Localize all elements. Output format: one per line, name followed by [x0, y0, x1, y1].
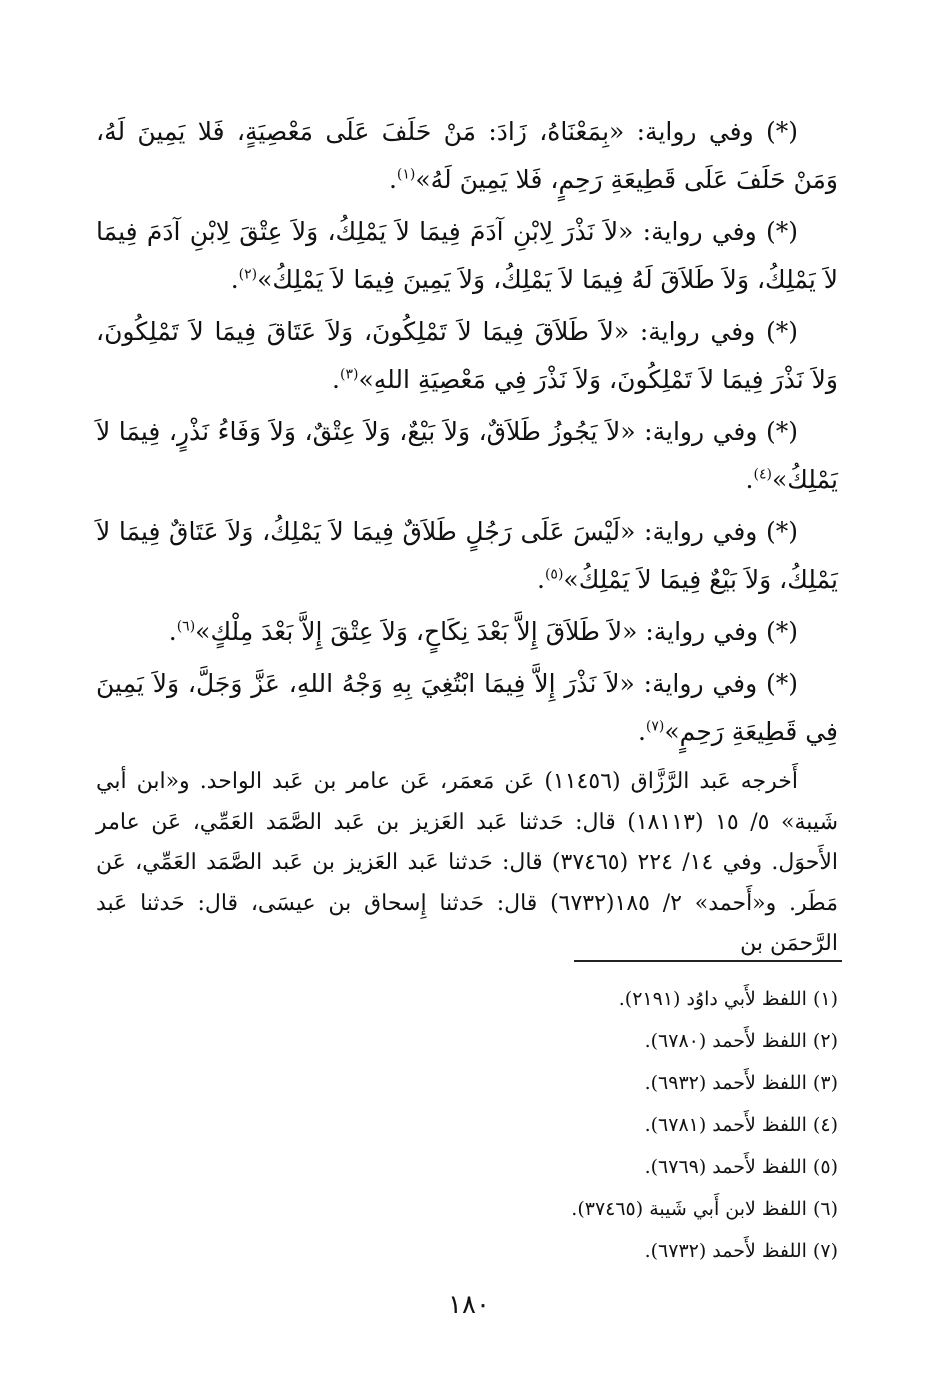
- narration-2: (*) وفي رواية: «لاَ نَذْرَ لِابْنِ آدَمَ فِيمَا لاَ يَمْلِكُ، وَلاَ عِتْقَ لِابْنِ آدَمَ فِيمَا لاَ يَمْلِكُ، وَلاَ طَلاَقَ لَهُ فِيمَا لاَ يَمْلِكُ، وَلاَ يَمِينَ فِيمَا لاَ يَمْلِكُ»$^{(٢)}$.: [96, 217, 838, 294]
- footnotes-list: [238, 978, 838, 1272]
- footnote-divider: [574, 960, 842, 962]
- narration-1: (*) وفي رواية: «بِمَعْنَاهُ، زَادَ: مَنْ حَلَفَ عَلَى مَعْصِيَةٍ، فَلا يَمِينَ لَهُ، وَمَنْ حَلَفَ عَلَى قَطِيعَةِ رَحِمٍ، فَلا يَمِينَ لَهُ»$^{(١)}$.: [96, 117, 838, 194]
- footnote-5: (٥) اللفظ لأَحمد (٦٧٦٩).: [644, 1156, 838, 1178]
- footnote-ref-2[interactable]: (٢): [238, 266, 258, 283]
- footnote-2: (٢) اللفظ لأَحمد (٦٧٨٠).: [644, 1030, 838, 1052]
- footnote-1: (١) اللفظ لأَبي داوُد (٢١٩١).: [618, 988, 838, 1010]
- page-body: [96, 108, 838, 965]
- footnote-ref-5[interactable]: (٥): [544, 566, 564, 583]
- footnote-ref-1[interactable]: (١): [396, 166, 416, 183]
- narration-4: (*) وفي رواية: «لاَ يَجُوزُ طَلاَقٌ، وَلاَ بَيْعٌ، وَلاَ عِتْقٌ، وَلاَ وَفَاءُ نَذْرٍ، فِيمَا لاَ يَمْلِكُ»$^{(٤)}$.: [96, 417, 838, 494]
- footnote-3: (٣) اللفظ لأَحمد (٦٩٣٢).: [644, 1072, 838, 1094]
- footnote-7: (٧) اللفظ لأَحمد (٦٧٣٢).: [644, 1240, 838, 1262]
- narration-5: (*) وفي رواية: «لَيْسَ عَلَى رَجُلٍ طَلاَقٌ فِيمَا لاَ يَمْلِكُ، وَلاَ عَتَاقٌ فِيمَا لاَ يَمْلِكُ، وَلاَ بَيْعٌ فِيمَا لاَ يَمْلِكُ»$^{(٥)}$.: [96, 517, 838, 594]
- footnote-ref-4[interactable]: (٤): [753, 466, 772, 483]
- narration-7: (*) وفي رواية: «لاَ نَذْرَ إِلاَّ فِيمَا ابْتُغِيَ بِهِ وَجْهُ اللهِ، عَزَّ وَجَلَّ، وَلاَ يَمِينَ فِي قَطِيعَةِ رَحِمٍ»$^{(٧)}$.: [96, 669, 838, 746]
- narration-3: (*) وفي رواية: «لاَ طَلاَقَ فِيمَا لاَ تَمْلِكُونَ، وَلاَ عَتَاقَ فِيمَا لاَ تَمْلِكُونَ، وَلاَ نَذْرَ فِيمَا لاَ تَمْلِكُونَ، وَلاَ نَذْرَ فِي مَعْصِيَةِ اللهِ»$^{(٣)}$.: [96, 317, 838, 394]
- footnote-6: (٦) اللفظ لابن أَبي شَيبة (٣٧٤٦٥).: [571, 1198, 838, 1220]
- footnote-4: (٤) اللفظ لأَحمد (٦٧٨١).: [644, 1114, 838, 1136]
- page-number: ١٨٠: [448, 1290, 490, 1320]
- source-citation: أَخرجه عَبد الرَّزَّاق (١١٤٥٦) عَن مَعمَر، عَن عامر بن عَبد الواحد. و«ابن أبي شَيبة» ٥/ ١٥ (١٨١١٣) قال: حَدثنا عَبد العَزيز بن عَبد الصَّمَد العَمِّي، عَن عامر الأَحوَل. وفي ١٤/ ٢٢٤ (٣٧٤٦٥) قال: حَدثنا عَبد العَزيز بن عَبد الصَّمَد العَمِّي، عَن مَطَر. و«أَحمد» ٢/ ١٨٥(٦٧٣٢) قال: حَدثنا إِسحاق بن عيسَى، قال: حَدثنا عَبد الرَّحمَن بن: [96, 769, 838, 956]
- footnote-ref-6[interactable]: (٦): [176, 618, 196, 635]
- footnote-ref-7[interactable]: (٧): [645, 718, 665, 735]
- narration-6: (*) وفي رواية: «لاَ طَلاَقَ إِلاَّ بَعْدَ نِكَاحٍ، وَلاَ عِتْقَ إِلاَّ بَعْدَ مِلْكٍ»$^{(٦)}$.: [168, 617, 798, 646]
- footnote-ref-3[interactable]: (٣): [339, 366, 359, 383]
